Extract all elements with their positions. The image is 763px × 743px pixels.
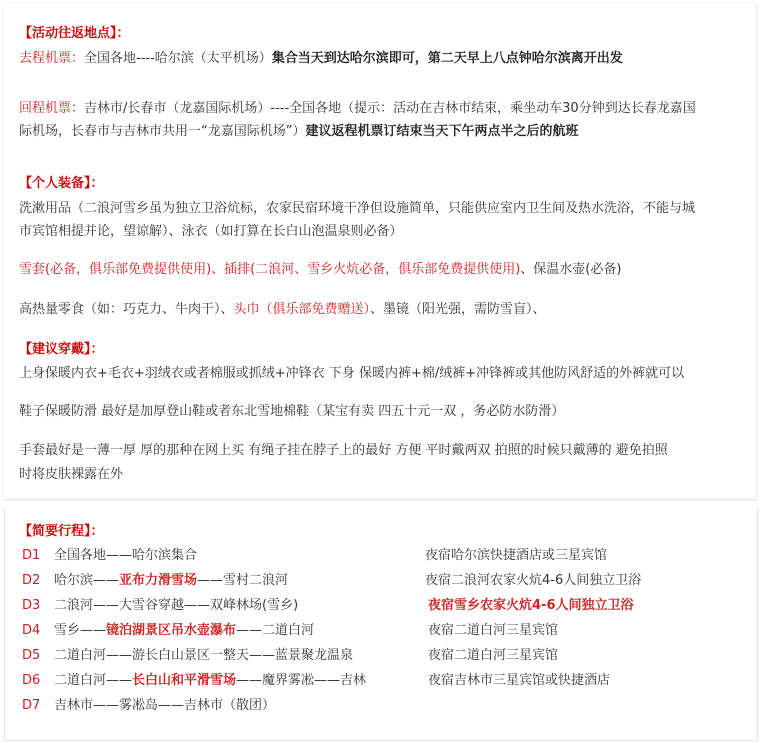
route-pre: 二浪河——大雪谷穿越——双峰林场(雪乡) [54,598,299,613]
day-lodging-highlight: 夜宿雪乡农家火炕4-6人间独立卫浴 [428,598,634,613]
gear-heading: 【个人装备】： [19,176,104,191]
return-bold: 建议返程机票订结束当天下午两点半之后的航班 [305,124,579,139]
day-route [54,571,288,591]
outbound-line [19,49,623,69]
route-pre: 雪乡—— [54,623,107,638]
return-text-2: 际机场，长春市与吉林市共用一“龙嘉国际机场”） [19,124,306,139]
gear-line-2: 市宾馆相提并论，望谅解）、泳衣（如打算在长白山泡温泉则必备） [19,224,403,239]
day-label: D3 [22,598,41,613]
gear-line-4 [19,300,546,320]
day-label: D7 [22,698,41,713]
day-route [54,546,197,566]
route-post: ——雪村二浪河 [197,573,289,588]
day-route [54,696,275,716]
route-pre: 哈尔滨—— [54,573,120,588]
itinerary-heading: 【简要行程】： [19,524,104,539]
day-label: D5 [22,648,41,663]
day-label: D2 [22,573,41,588]
gear-line-4-dark1: 高热量零食（如：巧克力、牛肉干）、 [19,302,234,317]
day-route [54,646,353,666]
gear-line-1: 洗漱用品（二浪河雪乡虽为独立卫浴炕标，农家民宿环境干净但设施简单，只能供应室内卫生间及热水洗浴，不能与城 [19,201,696,216]
attire-line-2: 鞋子保暖防滑 最好是加厚登山鞋或者东北雪地棉鞋（某宝有卖 四五十元一双 ，务必防水防滑） [19,404,565,419]
day-label: D1 [22,548,41,563]
day-lodging: 夜宿二浪河农家火炕4-6人间独立卫浴 [425,573,642,588]
gear-line-3 [19,260,621,280]
return-line-2 [19,122,579,142]
outbound-label: 去程机票： [19,51,85,66]
route-highlight: 长白山和平滑雪场 [132,673,237,688]
route-pre: 二道白河——游长白山景区一整天——蓝景聚龙温泉 [54,648,354,663]
gear-line-4-dark2: 、墨镜（阳光强，需防雪盲）、 [370,302,546,317]
gear-line-3-red: 雪套(必备，俱乐部免费提供使用)、插排(二浪河、雪乡火炕必备，俱乐部免费提供使用) [19,262,521,277]
attire-line-1: 上身保暖内衣+毛衣+羽绒衣或者棉服或抓绒+冲锋衣 下身 保暖内裤+棉/绒裤+冲锋裤或其他防风舒适的外裤就可以 [19,366,685,381]
day-label: D6 [22,673,41,688]
day-lodging: 夜宿二道白河三星宾馆 [428,648,559,663]
travel-heading: 【活动往返地点】： [19,26,130,41]
route-pre: 全国各地——哈尔滨集合 [54,548,198,563]
attire-line-4: 时将皮肤裸露在外 [19,467,124,482]
return-text-1: 吉林市/长春市（龙嘉国际机场）----全国各地（提示：活动在吉林市结束，乘坐动车30分钟到达长春龙嘉国 [84,101,696,116]
day-route [54,621,314,641]
gear-line-3-dark: 、保温水壶(必备) [520,262,622,277]
attire-line-3: 手套最好是一薄一厚 厚的那种在网上买 有绳子挂在脖子上的最好 方便 平时戴两双 拍照的时候只戴薄的 避免拍照 [19,443,668,458]
day-route [54,596,298,616]
route-post: ——二道白河 [236,623,315,638]
day-label: D4 [22,623,41,638]
return-label: 回程机票： [19,101,85,116]
route-pre: 二道白河—— [54,673,133,688]
route-highlight: 亚布力滑雪场 [119,573,198,588]
outbound-bold: 集合当天到达哈尔滨即可，第二天早上八点钟哈尔滨离开出发 [271,51,623,66]
route-post: ——魔界雾凇——吉林 [236,673,367,688]
day-lodging: 夜宿哈尔滨快捷酒店或三星宾馆 [425,548,608,563]
day-lodging: 夜宿吉林市三星宾馆或快捷酒店 [428,673,611,688]
return-line-1 [19,99,696,119]
outbound-text: 全国各地----哈尔滨（太平机场） [84,51,272,66]
route-highlight: 镜泊湖景区吊水壶瀑布 [106,623,237,638]
gear-line-4-red: 头巾（俱乐部免费赠送） [233,302,371,317]
route-pre: 吉林市——雾凇岛——吉林市（散团） [54,698,276,713]
day-route [54,671,366,691]
attire-heading: 【建议穿戴】： [19,342,104,357]
day-lodging: 夜宿二道白河三星宾馆 [428,623,559,638]
info-panel [4,4,757,500]
